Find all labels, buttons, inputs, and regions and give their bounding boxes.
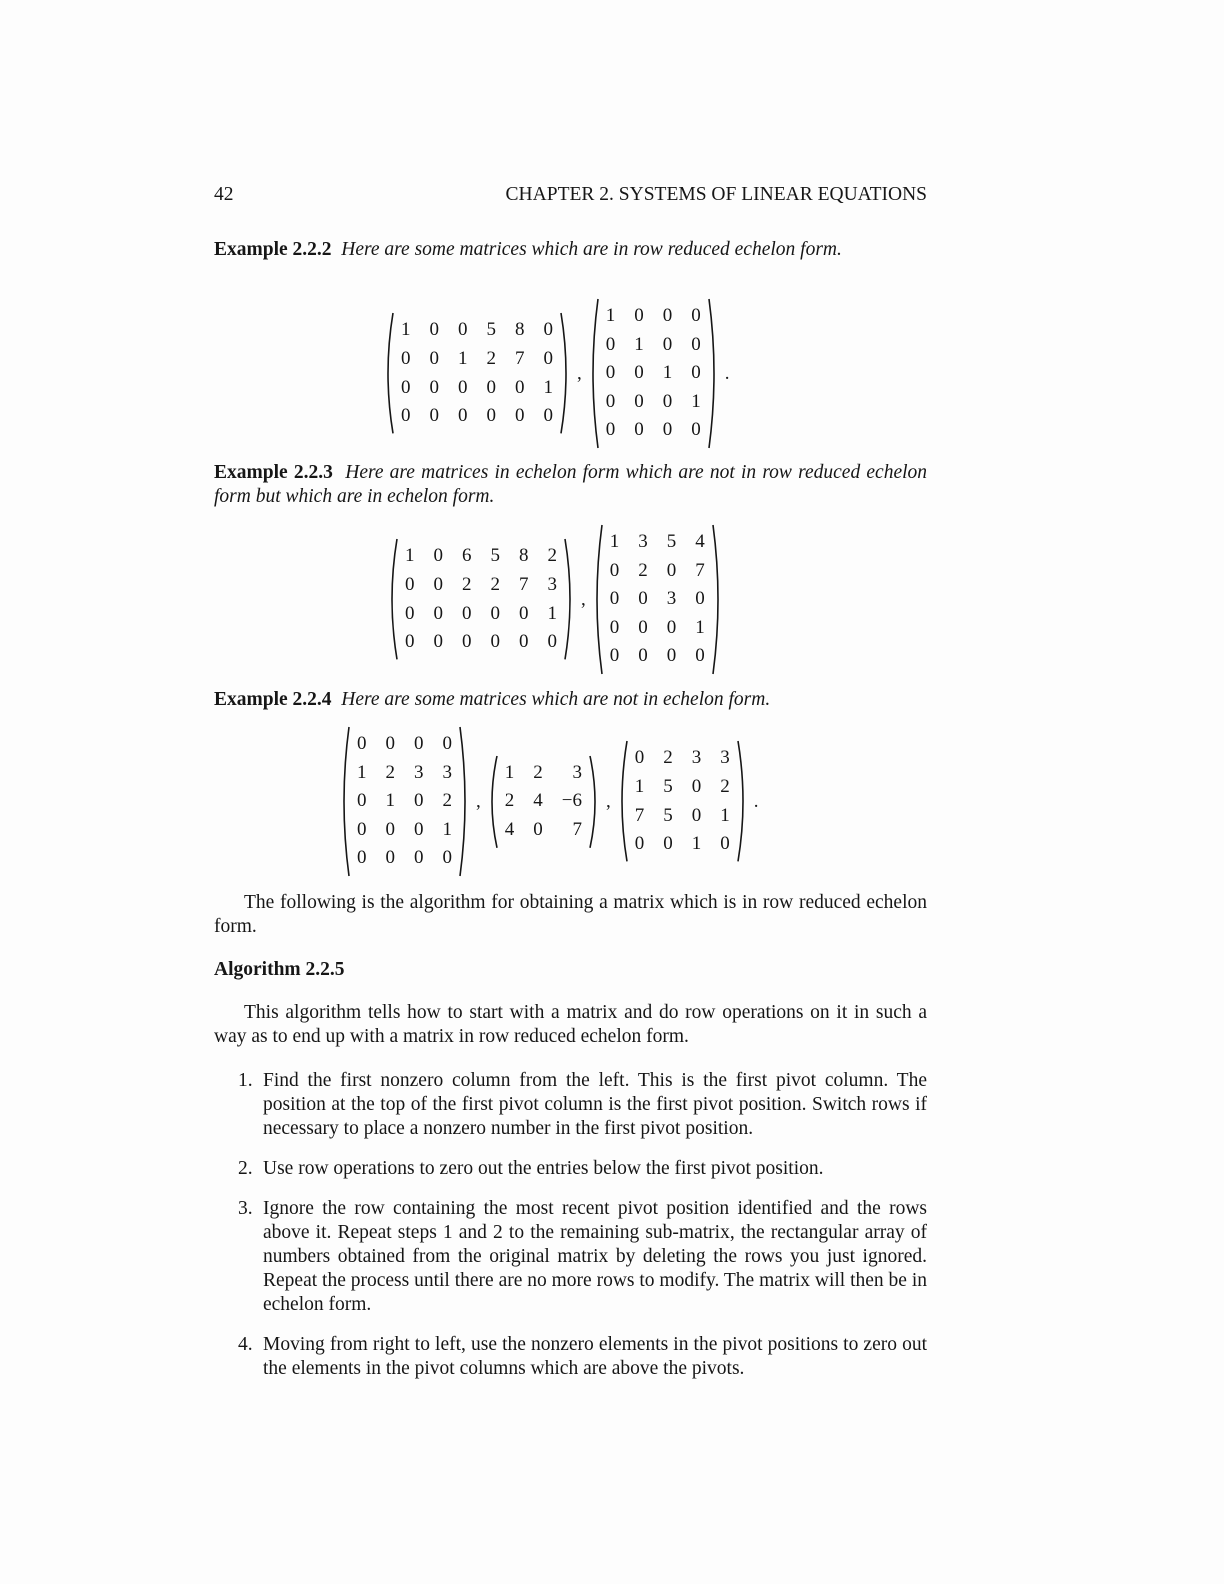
matrix-entry: 0 bbox=[490, 602, 500, 624]
matrix-entry: 0 bbox=[433, 631, 443, 653]
comma: , bbox=[577, 362, 582, 384]
matrix-entry: 0 bbox=[486, 405, 496, 427]
matrix bbox=[339, 727, 470, 876]
matrix-entry: 0 bbox=[401, 405, 411, 427]
matrix-entry: 0 bbox=[405, 631, 415, 653]
matrix-entry: 0 bbox=[357, 818, 367, 840]
matrix-entry: 3 bbox=[572, 761, 582, 783]
matrix bbox=[487, 756, 600, 848]
step-number: 2. bbox=[238, 1158, 253, 1179]
matrix-entry: 0 bbox=[662, 390, 673, 412]
matrix-entry: 0 bbox=[609, 559, 620, 581]
period: . bbox=[753, 790, 759, 812]
matrix-entry: 0 bbox=[429, 347, 439, 369]
matrix-entry: 1 bbox=[458, 347, 468, 369]
matrix-entry: 0 bbox=[638, 645, 648, 667]
matrix-entry: 2 bbox=[490, 573, 500, 595]
matrix-entry: 1 bbox=[609, 531, 620, 553]
matrix-entry: 0 bbox=[357, 733, 367, 755]
matrix-entry: 2 bbox=[462, 573, 472, 595]
matrix-entry: 4 bbox=[533, 790, 543, 812]
matrix-entry: 0 bbox=[691, 775, 702, 797]
matrix-entry: 0 bbox=[691, 333, 701, 355]
matrix-entry: 1 bbox=[720, 804, 730, 826]
matrix-entry: 0 bbox=[666, 559, 677, 581]
matrix-entry: 0 bbox=[662, 333, 673, 355]
example-label: Example 2.2.2 bbox=[214, 239, 332, 260]
matrix-entry: 3 bbox=[720, 747, 730, 769]
matrix bbox=[588, 299, 719, 448]
left-paren bbox=[387, 539, 399, 659]
matrix-entry: 0 bbox=[634, 305, 644, 327]
matrix-entry: 0 bbox=[720, 833, 730, 855]
matrix-entry: 5 bbox=[486, 319, 496, 341]
matrix-entry: 1 bbox=[357, 761, 367, 783]
matrix-entry: 2 bbox=[385, 761, 395, 783]
matrix-entry: 1 bbox=[405, 545, 415, 567]
right-paren bbox=[736, 741, 748, 861]
matrix-entries bbox=[629, 741, 736, 861]
matrix-entry: 2 bbox=[486, 347, 496, 369]
matrix-entry: 0 bbox=[357, 847, 367, 869]
matrix-entry: 7 bbox=[572, 818, 582, 840]
left-paren bbox=[383, 313, 395, 433]
matrix-entry: 0 bbox=[547, 631, 557, 653]
matrix-entry: 0 bbox=[663, 833, 673, 855]
matrix-entry: 0 bbox=[458, 405, 468, 427]
matrix-entry: 8 bbox=[519, 545, 529, 567]
matrix-entry: 6 bbox=[462, 545, 472, 567]
matrix-entry: 8 bbox=[515, 319, 525, 341]
matrix-entry: 3 bbox=[638, 531, 648, 553]
matrix-entry: 1 bbox=[504, 761, 515, 783]
matrix-entry: 3 bbox=[442, 761, 452, 783]
matrix-entry: 1 bbox=[605, 305, 616, 327]
matrix-entry: 1 bbox=[401, 319, 411, 341]
algorithm-step bbox=[238, 1069, 927, 1141]
matrix-entry: 0 bbox=[605, 419, 616, 441]
matrix-entry: 0 bbox=[490, 631, 500, 653]
matrix-entry: 0 bbox=[519, 602, 529, 624]
algorithm-step bbox=[238, 1197, 927, 1317]
left-paren bbox=[592, 525, 604, 674]
matrix-entry: 0 bbox=[385, 818, 395, 840]
matrix-entry: 7 bbox=[634, 804, 645, 826]
algorithm-heading bbox=[214, 958, 927, 982]
matrix-entry: 0 bbox=[385, 733, 395, 755]
matrix-entry: 1 bbox=[385, 790, 395, 812]
matrix-entry: 1 bbox=[634, 775, 645, 797]
matrix-entry: 0 bbox=[666, 645, 677, 667]
matrix-entry: 0 bbox=[414, 847, 424, 869]
matrix-entries bbox=[399, 539, 563, 659]
matrix-entry: 7 bbox=[519, 573, 529, 595]
example-2-2-2-statement bbox=[214, 238, 927, 262]
matrix-entry: 0 bbox=[442, 733, 452, 755]
step-number: 1. bbox=[238, 1070, 253, 1091]
matrix-entries bbox=[600, 299, 707, 448]
matrix-entry: 0 bbox=[543, 405, 553, 427]
example-label: Example 2.2.3 bbox=[214, 462, 333, 483]
matrix-entry: 0 bbox=[433, 573, 443, 595]
left-paren bbox=[617, 741, 629, 861]
matrix-entry: 0 bbox=[634, 747, 645, 769]
left-paren bbox=[339, 727, 351, 876]
matrix-entry: 1 bbox=[691, 833, 702, 855]
matrix-entry: 2 bbox=[638, 559, 648, 581]
right-paren bbox=[707, 299, 719, 448]
algorithm-steps bbox=[238, 1069, 927, 1397]
matrix-entry: 0 bbox=[462, 631, 472, 653]
matrix-entry: 0 bbox=[605, 362, 616, 384]
matrix-entry: 0 bbox=[691, 419, 701, 441]
running-header bbox=[214, 184, 927, 206]
matrix-entry: 0 bbox=[458, 376, 468, 398]
example-text: Here are matrices in echelon form which are not in row reduced echelon form but which are in echelon form. bbox=[214, 462, 928, 507]
matrix-entry: 3 bbox=[691, 747, 702, 769]
matrix-entry: −6 bbox=[561, 790, 582, 812]
matrix-entry: 3 bbox=[666, 588, 677, 610]
matrix-entry: 4 bbox=[504, 818, 515, 840]
matrix-entry: 2 bbox=[504, 790, 515, 812]
matrix-entry: 0 bbox=[357, 790, 367, 812]
algorithm-label: Algorithm 2.2.5 bbox=[214, 959, 345, 980]
right-paren bbox=[458, 727, 470, 876]
right-paren bbox=[711, 525, 723, 674]
matrix-entry: 0 bbox=[515, 376, 525, 398]
right-paren bbox=[588, 756, 600, 848]
right-paren bbox=[563, 539, 575, 659]
matrix bbox=[383, 313, 571, 433]
matrix-entries bbox=[395, 313, 559, 433]
matrix-entry: 0 bbox=[634, 419, 644, 441]
matrix-entry: 0 bbox=[695, 588, 705, 610]
matrix-entry: 0 bbox=[609, 616, 620, 638]
page-number: 42 bbox=[214, 184, 234, 205]
matrix-entry: 0 bbox=[634, 390, 644, 412]
matrix-entry: 0 bbox=[385, 847, 395, 869]
matrix-entry: 0 bbox=[429, 405, 439, 427]
matrix-entry: 0 bbox=[638, 588, 648, 610]
matrix-entry: 0 bbox=[458, 319, 468, 341]
step-text: Use row operations to zero out the entries below the first pivot position. bbox=[263, 1158, 824, 1179]
example-2-2-3-statement bbox=[214, 461, 927, 509]
matrix-entry: 0 bbox=[405, 602, 415, 624]
example-text: Here are some matrices which are in row reduced echelon form. bbox=[341, 239, 842, 260]
matrix-entry: 1 bbox=[695, 616, 705, 638]
algorithm-step bbox=[238, 1157, 927, 1181]
matrix-entry: 0 bbox=[543, 319, 553, 341]
matrix-entry: 0 bbox=[433, 602, 443, 624]
matrix-entry: 0 bbox=[414, 818, 424, 840]
algorithm-intro: This algorithm tells how to start with a matrix and do row operations on it in such a way as to end up with a matrix in row reduced echelon form. bbox=[214, 1002, 927, 1047]
comma: , bbox=[476, 790, 481, 812]
left-paren bbox=[588, 299, 600, 448]
matrix-entry: 3 bbox=[547, 573, 557, 595]
matrix-entry: 1 bbox=[634, 333, 644, 355]
matrix bbox=[617, 741, 748, 861]
matrix-entry: 0 bbox=[433, 545, 443, 567]
matrix-entry: 0 bbox=[543, 347, 553, 369]
example-2-2-4-statement bbox=[214, 688, 927, 712]
matrix-entry: 0 bbox=[691, 305, 701, 327]
matrix-entry: 1 bbox=[662, 362, 673, 384]
matrix-entry: 0 bbox=[519, 631, 529, 653]
step-text: Ignore the row containing the most recent pivot position identified and the rows above it. Repeat steps 1 and 2 to the remaining sub-matrix, the rectangular array of numbers obtained from the original matrix by deleting the rows you just ignored. Repeat the process until there are no more rows to modify. The matrix will then be in echelon form. bbox=[263, 1198, 927, 1315]
comma: , bbox=[605, 790, 611, 812]
matrix-entry: 0 bbox=[486, 376, 496, 398]
matrix-entry: 0 bbox=[662, 419, 673, 441]
matrix-entry: 5 bbox=[663, 804, 673, 826]
matrix-entry: 2 bbox=[663, 747, 673, 769]
matrix-entry: 1 bbox=[547, 602, 557, 624]
matrix-entry: 1 bbox=[442, 818, 452, 840]
matrix-entry: 5 bbox=[663, 775, 673, 797]
matrix-entry: 0 bbox=[414, 733, 424, 755]
matrix-entry: 5 bbox=[490, 545, 500, 567]
matrix-entry: 0 bbox=[634, 833, 645, 855]
example-label: Example 2.2.4 bbox=[214, 689, 332, 710]
example-2-2-2-matrices bbox=[383, 301, 736, 446]
matrix-entries bbox=[351, 727, 458, 876]
matrix-entry: 0 bbox=[662, 305, 673, 327]
example-text: Here are some matrices which are not in echelon form. bbox=[341, 689, 771, 710]
matrix-entry: 0 bbox=[605, 333, 616, 355]
matrix-entry: 0 bbox=[442, 847, 452, 869]
matrix-entry: 0 bbox=[638, 616, 648, 638]
matrix-entry: 0 bbox=[634, 362, 644, 384]
matrix-entry: 2 bbox=[442, 790, 452, 812]
matrix-entry: 0 bbox=[515, 405, 525, 427]
matrix-entry: 5 bbox=[666, 531, 677, 553]
intro-paragraph: The following is the algorithm for obtaining a matrix which is in row reduced echelon form. bbox=[214, 892, 927, 937]
matrix-entry: 7 bbox=[515, 347, 525, 369]
matrix-entry: 0 bbox=[462, 602, 472, 624]
step-text: Moving from right to left, use the nonzero elements in the pivot positions to zero out the elements in the pivot columns which are above the pivots. bbox=[263, 1334, 927, 1379]
matrix-entry: 0 bbox=[605, 390, 616, 412]
matrix-entries bbox=[604, 525, 711, 674]
matrix-entry: 0 bbox=[695, 645, 705, 667]
matrix-entry: 0 bbox=[609, 588, 620, 610]
matrix-entry: 4 bbox=[695, 531, 705, 553]
matrix-entry: 0 bbox=[401, 376, 411, 398]
matrix-entry: 0 bbox=[414, 790, 424, 812]
right-paren bbox=[559, 313, 571, 433]
matrix-entry: 1 bbox=[691, 390, 701, 412]
example-2-2-3-matrices bbox=[387, 527, 723, 672]
chapter-title: CHAPTER 2. SYSTEMS OF LINEAR EQUATIONS bbox=[505, 184, 927, 205]
matrix-entry: 1 bbox=[543, 376, 553, 398]
matrix bbox=[592, 525, 723, 674]
matrix-entry: 0 bbox=[666, 616, 677, 638]
step-number: 4. bbox=[238, 1334, 253, 1355]
matrix-entry: 0 bbox=[429, 376, 439, 398]
matrix-entry: 0 bbox=[533, 818, 543, 840]
comma: , bbox=[581, 588, 586, 610]
step-number: 3. bbox=[238, 1198, 253, 1219]
matrix-entry: 0 bbox=[429, 319, 439, 341]
example-2-2-4-matrices bbox=[339, 729, 764, 874]
period: . bbox=[724, 362, 730, 384]
matrix-entry: 2 bbox=[720, 775, 730, 797]
step-text: Find the first nonzero column from the left. This is the first pivot column. The position at the top of the first pivot column is the first pivot position. Switch rows if necessary to place a nonzero number in the first pivot position. bbox=[263, 1070, 927, 1139]
algorithm-step bbox=[238, 1333, 927, 1381]
matrix-entry: 2 bbox=[533, 761, 543, 783]
matrix-entry: 7 bbox=[695, 559, 705, 581]
matrix bbox=[387, 539, 575, 659]
matrix-entry: 0 bbox=[691, 362, 701, 384]
matrix-entry: 2 bbox=[547, 545, 557, 567]
left-paren bbox=[487, 756, 499, 848]
matrix-entry: 0 bbox=[691, 804, 702, 826]
matrix-entry: 0 bbox=[401, 347, 411, 369]
matrix-entry: 0 bbox=[609, 645, 620, 667]
matrix-entries bbox=[499, 756, 588, 848]
matrix-entry: 0 bbox=[405, 573, 415, 595]
matrix-entry: 3 bbox=[414, 761, 424, 783]
